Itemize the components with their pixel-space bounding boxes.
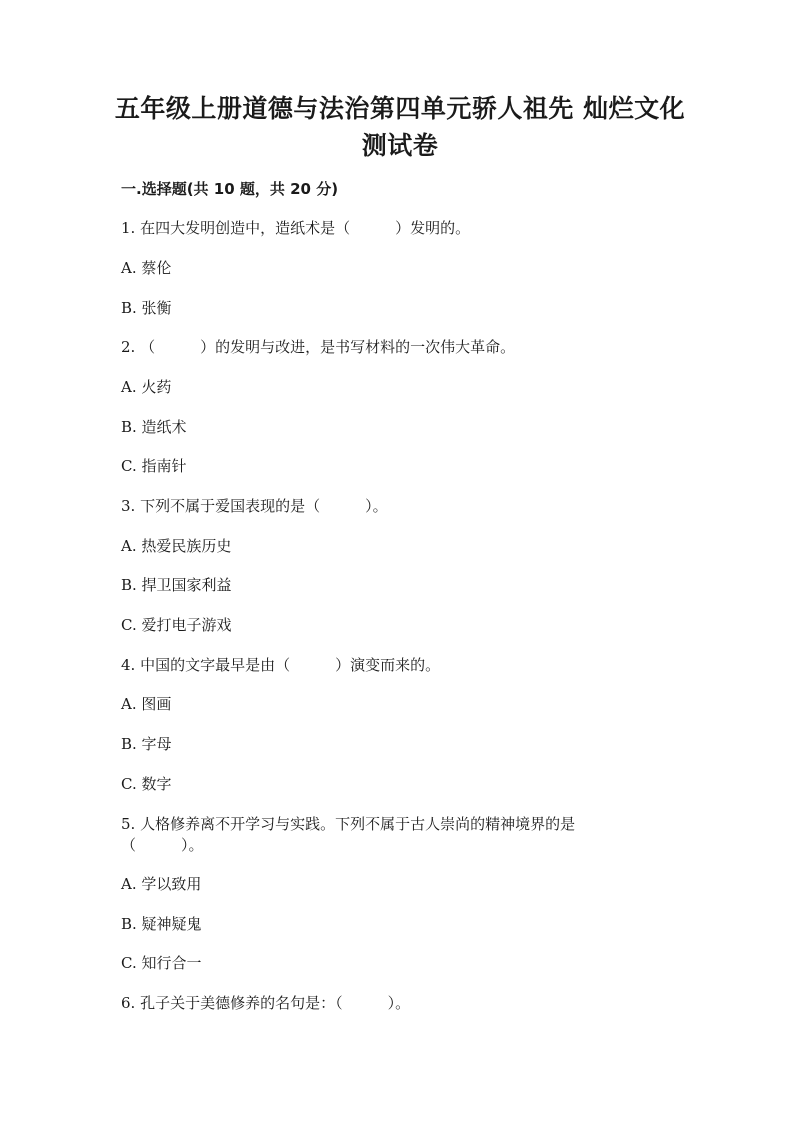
question-3-option-b: B. 捍卫国家利益 bbox=[121, 576, 232, 594]
question-5-option-b: B. 疑神疑鬼 bbox=[121, 915, 202, 933]
question-4-stem: 4. 中国的文字最早是由（ ）演变而来的。 bbox=[121, 656, 441, 674]
question-5-stem: 5. 人格修养离不开学习与实践。下列不属于古人崇尚的精神境界的是 bbox=[121, 815, 576, 833]
question-4-option-a: A. 图画 bbox=[121, 695, 172, 713]
question-3-stem: 3. 下列不属于爱国表现的是（ ）。 bbox=[121, 497, 388, 515]
question-5-option-a: A. 学以致用 bbox=[121, 875, 202, 893]
question-4-option-b: B. 字母 bbox=[121, 735, 172, 753]
section-heading: 一.选择题(共 10 题，共 20 分) bbox=[121, 180, 339, 198]
question-3-option-c: C. 爱打电子游戏 bbox=[121, 616, 232, 634]
page-title-line-1: 五年级上册道德与法治第四单元骄人祖先 灿烂文化 bbox=[114, 94, 686, 123]
page-title-line-2: 测试卷 bbox=[361, 131, 439, 160]
question-2-option-b: B. 造纸术 bbox=[121, 418, 187, 436]
question-6-stem: 6. 孔子关于美德修养的名句是：（ ）。 bbox=[121, 994, 411, 1012]
question-3-option-a: A. 热爱民族历史 bbox=[121, 537, 232, 555]
question-5-stem-continuation: （ ）。 bbox=[121, 836, 204, 854]
question-4-option-c: C. 数字 bbox=[121, 775, 172, 793]
question-2-stem: 2. （ ）的发明与改进，是书写材料的一次伟大革命。 bbox=[121, 338, 516, 356]
question-2-option-a: A. 火药 bbox=[121, 378, 172, 396]
question-5-option-c: C. 知行合一 bbox=[121, 954, 202, 972]
question-1-stem: 1. 在四大发明创造中，造纸术是（ ）发明的。 bbox=[121, 219, 471, 237]
question-2-option-c: C. 指南针 bbox=[121, 457, 187, 475]
question-1-option-b: B. 张衡 bbox=[121, 299, 172, 317]
question-1-option-a: A. 蔡伦 bbox=[121, 259, 172, 277]
